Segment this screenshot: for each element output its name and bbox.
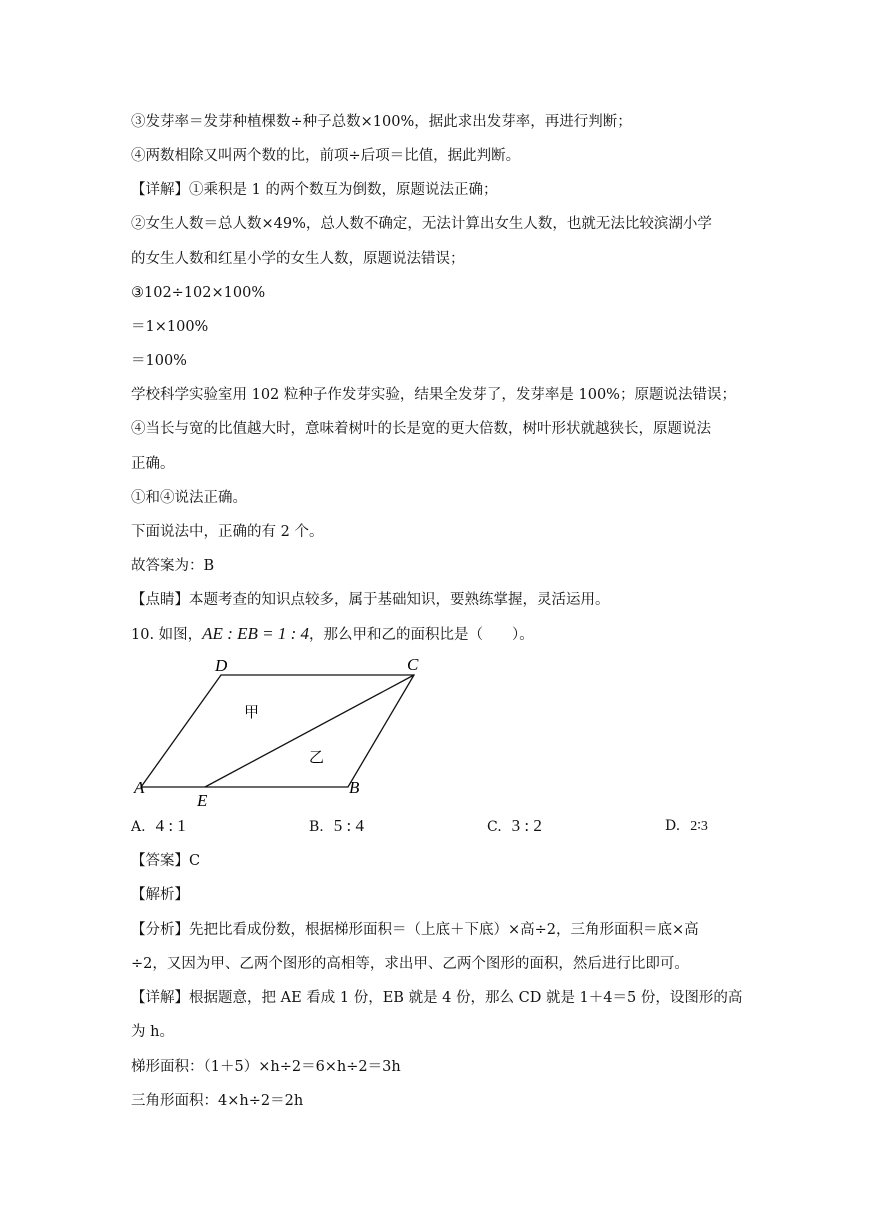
option-b-value: 5 : 4 [333,816,364,835]
text-line: ④两数相除又叫两个数的比，前项÷后项＝比值，据此判断。 [131,148,521,164]
question-ratio: AE : EB = 1 : 4 [202,624,310,643]
question-line [131,624,534,645]
text-line: 【详解】根据题意，把 AE 看成 1 份，EB 就是 4 份，那么 CD 就是 1＋4＝5 份，设图形的高 [131,990,743,1006]
region-yi-label: 乙 [309,750,325,766]
diagonal-ec [205,675,414,787]
option-b[interactable] [309,816,364,837]
option-a-letter: A. [131,819,146,835]
text-line: 【解析】 [131,887,189,903]
option-b-letter: B. [309,819,324,835]
question-prefix: 10. 如图， [131,627,203,643]
text-line: 三角形面积：4×h÷2＝2h [131,1093,304,1109]
label-d: D [215,656,228,675]
question-suffix: ，那么甲和乙的面积比是（ ）。 [309,627,534,643]
text-line: 故答案为：B [131,558,215,574]
label-c: C [407,655,419,674]
text-line: 正确。 [131,456,175,472]
text-line: 的女生人数和红星小学的女生人数，原题说法错误； [131,251,465,267]
parallelogram-outline [141,675,414,787]
region-jia-label: 甲 [244,705,260,721]
text-line: 【分析】先把比看成份数，根据梯形面积＝（上底＋下底）×高÷2，三角形面积＝底×高 [131,922,699,938]
option-c-letter: C. [487,819,502,835]
option-c[interactable] [487,816,542,837]
text-line: 梯形面积：（1＋5）×h÷2＝6×h÷2＝3h [131,1059,401,1075]
option-d-letter: D. [665,818,681,834]
text-line: ③发芽率＝发芽种植棵数÷种子总数×100%，据此求出发芽率，再进行判断； [131,114,632,130]
text-line: 【点睛】本题考查的知识点较多，属于基础知识，要熟练掌握，灵活运用。 [131,592,610,608]
text-line: ÷2，又因为甲、乙两个图形的高相等，求出甲、乙两个图形的面积，然后进行比即可。 [131,956,689,972]
text-line: 【答案】C [131,853,201,869]
text-line: ＝1×100% [131,319,209,335]
text-line: ②女生人数＝总人数×49%，总人数不确定，无法计算出女生人数，也就无法比较滨湖小学 [131,216,712,232]
option-a-value: 4 : 1 [155,816,186,835]
label-e: E [197,791,208,810]
text-line: ④当长与宽的比值越大时，意味着树叶的长是宽的更大倍数，树叶形状就越狭长，原题说法 [131,421,711,437]
text-line: 为 h。 [131,1024,174,1040]
text-line: 下面说法中，正确的有 2 个。 [131,524,324,540]
option-a[interactable] [131,816,186,837]
label-b: B [349,778,360,797]
option-c-value: 3 : 2 [511,816,542,835]
text-line: 学校科学实验室用 102 粒种子作发芽实验，结果全发芽了，发芽率是 100%；原题说法错误； [131,387,736,403]
text-line: ＝100% [131,353,187,369]
label-a: A [134,778,145,797]
option-d-value: 2∶3 [690,819,708,834]
option-d[interactable] [665,816,708,837]
text-line: 【详解】①乘积是 1 的两个数互为倒数，原题说法正确； [131,182,498,198]
text-line: ③102÷102×100% [131,285,266,301]
parallelogram-figure [128,650,428,812]
text-line: ①和④说法正确。 [131,490,247,506]
